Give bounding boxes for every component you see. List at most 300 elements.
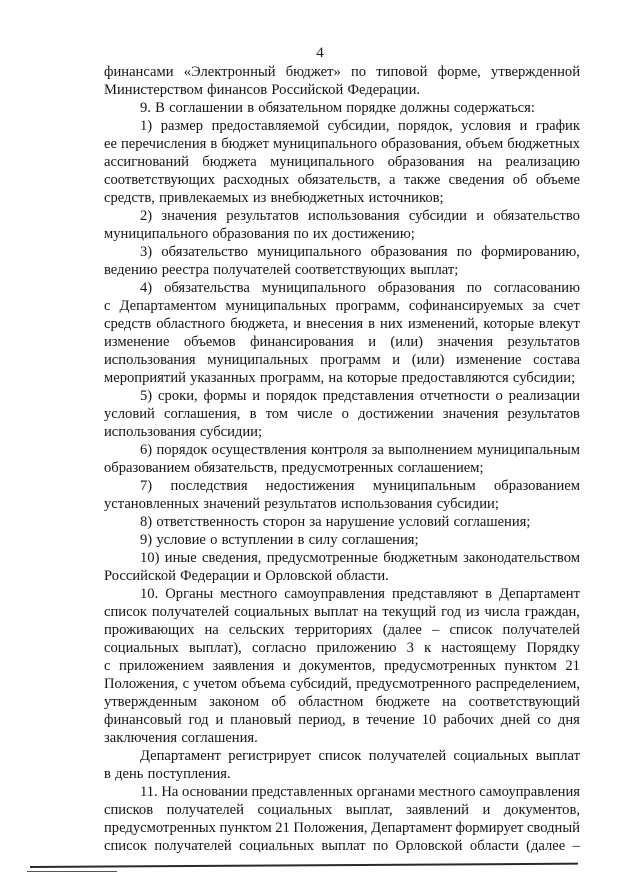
- text-line: [104, 153, 580, 171]
- word: соглашения;: [453, 514, 531, 530]
- word: указанных: [190, 370, 256, 386]
- word: выплат,: [345, 802, 393, 818]
- word: и: [282, 658, 291, 674]
- word: условия: [461, 118, 511, 134]
- word: бюджетным: [383, 550, 458, 566]
- word: реализацию: [505, 154, 580, 170]
- word: выплат: [535, 748, 580, 764]
- word: за: [371, 442, 384, 458]
- text-line: [104, 495, 580, 513]
- word: размер: [160, 118, 204, 134]
- word: условий: [104, 406, 155, 422]
- word: получателей: [502, 622, 580, 638]
- word: изменение: [104, 334, 170, 350]
- word: программ,: [335, 298, 400, 314]
- word: Департамент: [371, 820, 452, 836]
- word: поступления.: [147, 766, 231, 782]
- text-line: [104, 531, 580, 549]
- word: образования: [387, 154, 465, 170]
- word: бюджета,: [230, 316, 289, 332]
- word: предоставляются: [401, 370, 509, 386]
- text-line: [104, 657, 580, 675]
- word: соответствующих: [294, 262, 406, 278]
- word: соглашения;: [341, 532, 419, 548]
- word: бюджет: [221, 136, 269, 152]
- word: формы: [203, 388, 247, 404]
- word: программ: [319, 352, 381, 368]
- word: муниципальным: [476, 442, 580, 458]
- word: и: [368, 334, 377, 350]
- word: использования: [104, 352, 196, 368]
- word: законом: [209, 694, 260, 710]
- word: значения: [442, 406, 499, 422]
- word: числа: [484, 604, 520, 620]
- word: 5): [140, 388, 153, 404]
- word: результатов: [507, 406, 580, 422]
- word: 3): [140, 244, 153, 260]
- word: которые: [483, 316, 534, 332]
- bottom-scan-rule: [30, 863, 578, 868]
- word: муниципального: [261, 280, 366, 296]
- word: Российской: [271, 82, 344, 98]
- word: форме,: [437, 64, 481, 80]
- word: утвержденной: [491, 64, 580, 80]
- text-line: [104, 729, 580, 747]
- text-line: [104, 63, 580, 81]
- word: социальных: [239, 838, 314, 854]
- word: самоуправления: [479, 784, 580, 800]
- word: сводный: [526, 820, 580, 836]
- word: Федерации: [180, 568, 250, 584]
- page-number: 4: [316, 45, 324, 61]
- word: социальных: [257, 802, 333, 818]
- word: финансовый: [104, 712, 182, 728]
- word: сведения,: [202, 550, 262, 566]
- word: настоящему: [441, 640, 517, 656]
- word: обязательство: [161, 244, 249, 260]
- word: достижению;: [332, 226, 415, 242]
- word: силу: [308, 532, 338, 548]
- text-line: [104, 765, 580, 783]
- word: субсидии,: [327, 118, 390, 134]
- text-line: [104, 333, 580, 351]
- word: 7): [140, 478, 153, 494]
- word: дня: [557, 712, 580, 728]
- word: финансов: [207, 82, 268, 98]
- word: сроки,: [158, 388, 198, 404]
- word: муниципального: [104, 226, 209, 242]
- text-line: [104, 711, 580, 729]
- word: Порядку: [526, 640, 580, 656]
- word: муниципальных: [225, 298, 327, 314]
- word: Департамент: [140, 748, 221, 764]
- word: в: [247, 100, 255, 116]
- word: и: [252, 388, 261, 404]
- word: рабочих: [443, 712, 494, 728]
- word: обязательств,: [297, 172, 381, 188]
- word: и: [293, 316, 302, 332]
- word: Положения,: [293, 820, 368, 836]
- word: На: [161, 784, 179, 800]
- word: к: [424, 640, 432, 656]
- word: в: [249, 406, 257, 422]
- word: перечисления: [120, 136, 207, 152]
- word: иные: [164, 550, 197, 566]
- text-line: [104, 675, 580, 693]
- text-line: [104, 171, 580, 189]
- text-line: [104, 369, 580, 387]
- word: пунктом: [219, 820, 272, 836]
- word: о: [495, 388, 503, 404]
- word: органами: [356, 784, 415, 800]
- text-line: [104, 585, 580, 603]
- word: счет: [553, 298, 580, 314]
- word: 9.: [140, 100, 151, 116]
- word: регистрирует: [228, 748, 312, 764]
- word: представленных: [251, 784, 353, 800]
- word: установленных: [104, 496, 200, 512]
- word: 6): [140, 442, 153, 458]
- word: в: [104, 766, 111, 782]
- word: обязательство: [493, 208, 580, 224]
- word: получателей: [368, 748, 447, 764]
- word: год: [441, 604, 462, 620]
- word: 11.: [140, 784, 158, 800]
- word: вступлении: [221, 532, 294, 548]
- word: местного: [220, 586, 278, 602]
- word: использования: [307, 208, 400, 224]
- text-line: [104, 279, 580, 297]
- word: со: [537, 712, 551, 728]
- word: и: [215, 712, 224, 728]
- text-line: [104, 423, 580, 441]
- text-line: [104, 81, 580, 99]
- word: субсидии;: [512, 370, 576, 386]
- word: реализации: [508, 388, 580, 404]
- word: предоставляемой: [211, 118, 320, 134]
- word: представления: [322, 388, 414, 404]
- word: из: [252, 190, 267, 206]
- word: бюджет»: [285, 64, 341, 80]
- word: муниципальных: [207, 352, 309, 368]
- word: 4): [140, 280, 153, 296]
- word: плановый: [230, 712, 292, 728]
- word: ответственность: [156, 514, 259, 530]
- word: социальных: [453, 748, 529, 764]
- text-line: [104, 549, 580, 567]
- document-body: [104, 63, 580, 855]
- word: обязательства: [164, 280, 250, 296]
- text-line: [104, 819, 580, 837]
- word: результатов: [264, 496, 337, 512]
- text-line: [104, 315, 580, 333]
- word: расходных: [223, 172, 290, 188]
- word: заявлений: [406, 802, 469, 818]
- word: области: [469, 838, 519, 854]
- word: финансирования: [250, 334, 354, 350]
- word: 3: [406, 640, 414, 656]
- word: субсидий,: [289, 676, 352, 692]
- word: муниципального: [257, 244, 362, 260]
- word: них: [380, 316, 403, 332]
- word: выплат: [321, 838, 366, 854]
- word: муниципальным: [372, 478, 476, 494]
- word: использования: [340, 496, 433, 512]
- word: соответствующих: [104, 172, 215, 188]
- word: (или): [411, 352, 445, 368]
- word: соглашением;: [397, 460, 484, 476]
- word: социальных: [104, 640, 179, 656]
- word: соответствующий: [468, 694, 580, 710]
- word: внесения: [306, 316, 364, 332]
- word: 8): [140, 514, 153, 530]
- word: условие: [156, 532, 206, 548]
- word: в: [210, 136, 218, 152]
- word: о: [341, 406, 349, 422]
- word: В: [155, 100, 165, 116]
- word: и: [482, 802, 491, 818]
- word: привлекаемых: [159, 190, 249, 206]
- word: формированию,: [481, 244, 580, 260]
- word: последствия: [170, 478, 248, 494]
- word: контроля: [310, 442, 368, 458]
- word: изменений,: [407, 316, 479, 332]
- word: пунктом: [504, 658, 557, 674]
- word: Органы: [165, 586, 214, 602]
- word: (далее: [526, 838, 566, 854]
- word: согласованию: [493, 280, 580, 296]
- word: субсидии;: [436, 496, 499, 512]
- word: день: [115, 766, 144, 782]
- word: Департаментом: [119, 298, 217, 314]
- text-line: [104, 477, 580, 495]
- word: порядок: [265, 388, 317, 404]
- word: по: [373, 838, 389, 854]
- word: и: [476, 208, 485, 224]
- word: значения: [437, 334, 494, 350]
- word: типовой: [376, 64, 428, 80]
- word: список: [104, 604, 147, 620]
- word: самоуправления: [284, 586, 385, 602]
- word: 1): [140, 118, 153, 134]
- word: ее: [104, 136, 117, 152]
- word: получателей: [151, 604, 230, 620]
- word: бюджете: [375, 694, 430, 710]
- text-line: [104, 117, 580, 135]
- word: согласно: [251, 640, 307, 656]
- word: 10: [421, 712, 437, 728]
- word: также: [403, 172, 441, 188]
- word: –: [432, 622, 440, 638]
- word: 10.: [140, 586, 159, 602]
- text-line: [104, 783, 580, 801]
- word: объем: [465, 136, 504, 152]
- word: содержаться:: [453, 100, 535, 116]
- text-line: [104, 225, 580, 243]
- word: выплат),: [189, 640, 242, 656]
- word: список: [318, 748, 362, 764]
- word: предусмотренного: [356, 676, 472, 692]
- word: состава: [533, 352, 580, 368]
- word: образования: [370, 244, 448, 260]
- word: результатов: [507, 334, 580, 350]
- word: порядок: [156, 442, 208, 458]
- text-line: [104, 441, 580, 459]
- word: на: [328, 370, 343, 386]
- word: осуществления: [211, 442, 307, 458]
- text-line: [104, 801, 580, 819]
- word: по: [350, 64, 367, 80]
- word: образования: [212, 226, 290, 242]
- word: недостижения: [265, 478, 355, 494]
- word: основании: [181, 784, 248, 800]
- word: граждан,: [524, 604, 580, 620]
- word: Департамент: [499, 586, 580, 602]
- word: из: [465, 604, 480, 620]
- word: ассигнований: [104, 154, 189, 170]
- word: достижении: [358, 406, 434, 422]
- word: отчетности: [419, 388, 490, 404]
- word: бюджета: [202, 154, 257, 170]
- text-line: [104, 189, 580, 207]
- word: на: [442, 694, 457, 710]
- word: ведению: [104, 262, 158, 278]
- text-line: [104, 405, 580, 423]
- word: «Электронный: [183, 64, 276, 80]
- word: в: [297, 532, 305, 548]
- word: субсидии: [408, 208, 467, 224]
- word: представляют: [391, 586, 479, 602]
- word: период,: [298, 712, 346, 728]
- word: с: [104, 298, 111, 314]
- text-line: [104, 567, 580, 585]
- word: а: [389, 172, 396, 188]
- word: финансами: [104, 64, 174, 80]
- text-line: [104, 207, 580, 225]
- word: предусмотренные: [266, 550, 378, 566]
- word: бюджетных: [507, 136, 580, 152]
- word: на: [477, 154, 493, 170]
- word: соглашения,: [163, 406, 241, 422]
- word: значения: [161, 208, 218, 224]
- word: списков: [104, 802, 154, 818]
- word: их: [312, 226, 328, 242]
- word: муниципального: [270, 154, 375, 170]
- word: график: [535, 118, 580, 134]
- word: получателей: [213, 262, 291, 278]
- word: источников;: [368, 190, 444, 206]
- word: –: [572, 838, 580, 854]
- word: за: [532, 298, 545, 314]
- word: 10): [140, 550, 160, 566]
- word: документов,: [503, 802, 580, 818]
- word: 21: [565, 658, 580, 674]
- word: Орловской: [265, 568, 333, 584]
- word: год: [188, 712, 209, 728]
- word: по: [456, 244, 472, 260]
- word: порядке: [346, 100, 397, 116]
- word: заявления: [212, 658, 275, 674]
- text-line: [104, 99, 580, 117]
- word: программ,: [259, 370, 325, 386]
- word: с: [104, 658, 111, 674]
- text-line: [104, 387, 580, 405]
- word: получателей: [154, 838, 232, 854]
- word: в: [485, 586, 493, 602]
- word: Министерством: [104, 82, 203, 98]
- word: 9): [140, 532, 153, 548]
- word: учетом: [193, 676, 238, 692]
- word: областном: [298, 694, 364, 710]
- word: 2): [140, 208, 153, 224]
- text-line: [104, 261, 580, 279]
- word: результатов: [226, 208, 299, 224]
- word: предусмотренных: [104, 820, 216, 836]
- word: местного: [418, 784, 476, 800]
- word: объема: [241, 676, 286, 692]
- word: текущий: [382, 604, 437, 620]
- bottom-scan-rule-short: [27, 871, 117, 872]
- word: мероприятий: [104, 370, 186, 386]
- word: субсидии;: [199, 424, 263, 440]
- word: соглашения.: [181, 730, 258, 746]
- word: документов,: [299, 658, 376, 674]
- word: нарушение: [325, 514, 395, 530]
- word: условий: [398, 514, 450, 530]
- word: список: [104, 838, 147, 854]
- text-line: [104, 693, 580, 711]
- word: предусмотренных: [383, 658, 496, 674]
- word: использования: [104, 424, 196, 440]
- word: распределением,: [475, 676, 580, 692]
- word: территориях: [294, 622, 373, 638]
- word: формирует: [455, 820, 524, 836]
- word: об: [271, 694, 287, 710]
- word: объеме: [535, 172, 580, 188]
- text-line: [104, 603, 580, 621]
- word: заключения: [104, 730, 178, 746]
- text-line: [104, 297, 580, 315]
- word: выплат;: [409, 262, 459, 278]
- word: порядок,: [398, 118, 453, 134]
- text-line: [104, 351, 580, 369]
- word: Орловской: [395, 838, 463, 854]
- word: предусмотренных: [281, 460, 394, 476]
- word: сельских: [228, 622, 285, 638]
- word: средств: [104, 316, 152, 332]
- word: в: [352, 712, 360, 728]
- word: приложением: [119, 658, 204, 674]
- word: за: [309, 514, 322, 530]
- text-line: [104, 135, 580, 153]
- word: реестра: [161, 262, 210, 278]
- text-line: [104, 639, 580, 657]
- word: софинансируемых: [408, 298, 524, 314]
- word: образования,: [381, 136, 462, 152]
- word: том: [265, 406, 289, 422]
- word: образованием: [104, 460, 190, 476]
- word: значений: [203, 496, 261, 512]
- word: о: [210, 532, 218, 548]
- word: дней: [500, 712, 531, 728]
- word: влекут: [538, 316, 580, 332]
- word: утвержденным: [104, 694, 197, 710]
- word: средств,: [104, 190, 155, 206]
- word: которые: [346, 370, 398, 386]
- word: образованием: [493, 478, 580, 494]
- word: Федерации.: [347, 82, 421, 98]
- word: течение: [366, 712, 415, 728]
